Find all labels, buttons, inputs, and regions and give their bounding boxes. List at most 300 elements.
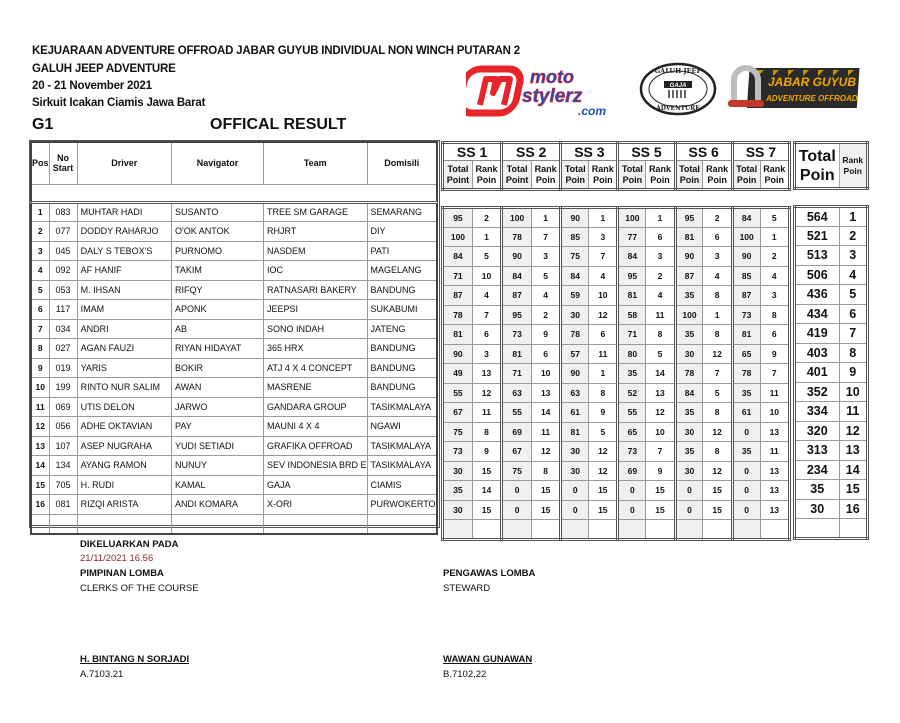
stage-point-cell: 49	[443, 364, 473, 384]
stage-rank-cell: 8	[703, 286, 732, 306]
stage-point-cell: 61	[732, 403, 760, 423]
team-cell: JEEPSI	[264, 300, 368, 320]
total-poin-cell: 352	[795, 382, 840, 402]
stage-score-row	[443, 461, 790, 481]
stage-rank-cell: 12	[703, 461, 732, 481]
stage-point-cell: 100	[502, 208, 532, 228]
total-row	[795, 460, 868, 480]
team-cell: SONO INDAH	[264, 319, 368, 339]
stage-point-cell: 0	[732, 500, 760, 520]
total-poin-cell: 436	[795, 285, 840, 305]
stage-rank-cell: 14	[646, 364, 675, 384]
stage-rank-cell: 6	[532, 344, 561, 364]
blank-row	[31, 514, 437, 534]
stage-point-cell: 81	[675, 227, 703, 247]
stage-point-cell: 69	[618, 461, 646, 481]
stage-point-cell: 85	[732, 266, 760, 286]
driver-cell: DALY S TEBOX'S	[77, 241, 171, 261]
stage-point-cell: 84	[443, 247, 473, 267]
pos-cell: 8	[31, 339, 49, 359]
chief-title: PIMPINAN LOMBA	[80, 568, 164, 579]
stage-rank-cell: 13	[472, 364, 501, 384]
domisili-cell: PATI	[367, 241, 437, 261]
total-poin-cell	[795, 519, 840, 539]
stage-point-cell: 84	[618, 247, 646, 267]
steward-license: B.7102,22	[443, 669, 487, 680]
stage-rank-cell: 8	[589, 383, 618, 403]
stage-rank-cell: 1	[472, 227, 501, 247]
driver-cell: AGAN FAUZI	[77, 339, 171, 359]
total-row	[795, 402, 868, 422]
chief-license: A.7103.21	[80, 669, 124, 680]
svg-text:.com: .com	[578, 104, 607, 118]
stage-point-cell: 78	[732, 364, 760, 384]
svg-text:moto: moto	[530, 67, 574, 87]
stage-rank-cell: 9	[532, 325, 561, 345]
rank-poin-cell: 15	[839, 480, 867, 500]
pos-cell: 14	[31, 456, 49, 476]
stage-score-row	[443, 227, 790, 247]
stage-point-cell: 67	[502, 442, 532, 462]
stage-rank-cell: 5	[472, 247, 501, 267]
entrant-row	[31, 241, 437, 261]
stage-point-cell: 78	[675, 364, 703, 384]
stage-rank-cell: 12	[589, 442, 618, 462]
stage-point-cell: 81	[443, 325, 473, 345]
stage-point-cell: 100	[675, 305, 703, 325]
col-navigator: Navigator	[172, 142, 264, 184]
stage-total-point-header: Total Point	[502, 161, 532, 190]
total-poin-cell: 30	[795, 499, 840, 519]
stage-rank-cell: 11	[472, 403, 501, 423]
stage-rank-cell: 15	[472, 500, 501, 520]
col-driver: Driver	[77, 142, 171, 184]
stage-point-cell	[618, 520, 646, 540]
stage-rank-cell: 10	[589, 286, 618, 306]
stage-point-cell: 55	[443, 383, 473, 403]
navigator-cell: KAMAL	[172, 475, 264, 495]
start-number-cell	[49, 514, 77, 534]
stage-point-cell: 58	[618, 305, 646, 325]
stage-rank-cell: 4	[532, 286, 561, 306]
domisili-cell	[367, 514, 437, 534]
stage-point-cell: 71	[443, 266, 473, 286]
stage-rank-cell: 1	[646, 208, 675, 228]
rank-poin-cell: 1	[839, 207, 867, 227]
stage-rank-cell: 15	[646, 481, 675, 501]
team-cell: GANDARA GROUP	[264, 397, 368, 417]
stage-rank-header: Rank Poin	[589, 161, 618, 190]
rank-poin-cell: 3	[839, 246, 867, 266]
entrant-row	[31, 358, 437, 378]
stage-rank-cell: 3	[760, 286, 789, 306]
stage-rank-cell: 15	[703, 500, 732, 520]
team-cell: TREE SM GARAGE	[264, 202, 368, 222]
total-row	[795, 265, 868, 285]
issued-date: 21/11/2021 16.56	[80, 553, 154, 564]
col-team: Team	[264, 142, 368, 184]
start-number-cell: 081	[49, 495, 77, 515]
stage-point-cell: 77	[618, 227, 646, 247]
team-cell: NASDEM	[264, 241, 368, 261]
stage-score-row	[443, 442, 790, 462]
stage-rank-cell: 11	[760, 383, 789, 403]
stage-rank-cell: 15	[589, 500, 618, 520]
total-poin-cell: 506	[795, 265, 840, 285]
pos-cell: 15	[31, 475, 49, 495]
stage-rank-cell: 10	[646, 422, 675, 442]
stage-point-cell: 0	[732, 481, 760, 501]
stage-point-cell: 75	[443, 422, 473, 442]
total-row	[795, 285, 868, 305]
stage-rank-cell: 8	[532, 461, 561, 481]
navigator-cell: BOKIR	[172, 358, 264, 378]
stage-point-cell: 0	[502, 481, 532, 501]
entrant-row	[31, 397, 437, 417]
stage-point-cell: 87	[502, 286, 532, 306]
issued-label: DIKELUARKAN PADA	[80, 539, 179, 550]
entrant-row	[31, 378, 437, 398]
col-total-poin: Total Poin	[795, 143, 840, 189]
stage-total-point-header: Total Poin	[675, 161, 703, 190]
stage-rank-cell: 12	[703, 344, 732, 364]
stage-score-row	[443, 364, 790, 384]
chief-role: CLERKS OF THE COURSE	[80, 583, 199, 594]
stage-rank-cell: 15	[589, 481, 618, 501]
stage-rank-cell: 7	[589, 247, 618, 267]
stage-rank-cell: 2	[760, 247, 789, 267]
stage-point-cell: 65	[732, 344, 760, 364]
navigator-cell: PAY	[172, 417, 264, 437]
stage-rank-cell: 13	[760, 500, 789, 520]
stage-rank-cell: 6	[760, 325, 789, 345]
jabar-guyub-logo	[728, 62, 863, 117]
totals-table	[793, 141, 869, 540]
group-label: G1	[32, 116, 54, 133]
pos-cell: 7	[31, 319, 49, 339]
pos-cell: 16	[31, 495, 49, 515]
stage-rank-cell: 13	[532, 383, 561, 403]
start-number-cell: 045	[49, 241, 77, 261]
navigator-cell: RIFQY	[172, 280, 264, 300]
stage-rank-cell: 10	[472, 266, 501, 286]
stage-point-cell: 81	[502, 344, 532, 364]
start-number-cell: 134	[49, 456, 77, 476]
stage-point-cell: 95	[618, 266, 646, 286]
team-cell: 365 HRX	[264, 339, 368, 359]
domisili-cell: BANDUNG	[367, 358, 437, 378]
stage-rank-cell: 10	[532, 364, 561, 384]
navigator-cell	[172, 514, 264, 534]
total-poin-cell: 434	[795, 304, 840, 324]
stage-score-row	[443, 208, 790, 228]
team-cell: SEV INDONESIA BRD E	[264, 456, 368, 476]
start-number-cell: 053	[49, 280, 77, 300]
stage-score-row	[443, 247, 790, 267]
total-row	[795, 207, 868, 227]
stage-point-cell: 0	[618, 500, 646, 520]
svg-text:ADVENTURE OFFROAD: ADVENTURE OFFROAD	[766, 94, 858, 103]
stage-score-row	[443, 286, 790, 306]
stage-point-cell: 84	[561, 266, 589, 286]
stage-rank-cell: 15	[532, 500, 561, 520]
stage-point-cell: 65	[618, 422, 646, 442]
total-poin-cell: 401	[795, 363, 840, 383]
entrant-row	[31, 456, 437, 476]
pos-cell: 13	[31, 436, 49, 456]
stage-rank-cell: 6	[589, 325, 618, 345]
stage-score-row	[443, 305, 790, 325]
start-number-cell: 199	[49, 378, 77, 398]
stage-rank-cell: 11	[646, 305, 675, 325]
stage-point-cell: 84	[732, 208, 760, 228]
stage-point-cell: 0	[502, 500, 532, 520]
total-row	[795, 343, 868, 363]
blank-row	[443, 520, 790, 540]
entrant-row	[31, 339, 437, 359]
rank-poin-cell: 5	[839, 285, 867, 305]
stage-point-cell: 30	[561, 442, 589, 462]
stage-rank-cell: 9	[760, 344, 789, 364]
result-title: OFFICAL RESULT	[210, 116, 347, 133]
total-row	[795, 324, 868, 344]
stage-rank-cell: 13	[760, 481, 789, 501]
stage-point-cell: 63	[502, 383, 532, 403]
col-pos: Pos	[31, 142, 49, 184]
stage-header: SS 7	[732, 143, 789, 161]
stage-point-cell: 35	[675, 442, 703, 462]
stage-point-cell	[675, 520, 703, 540]
stage-point-cell: 73	[502, 325, 532, 345]
stage-total-point-header: Total Poin	[618, 161, 646, 190]
stage-point-cell: 71	[618, 325, 646, 345]
start-number-cell: 117	[49, 300, 77, 320]
navigator-cell: PURNOMO	[172, 241, 264, 261]
stage-rank-cell: 4	[589, 266, 618, 286]
domisili-cell: SUKABUMI	[367, 300, 437, 320]
stage-point-cell: 52	[618, 383, 646, 403]
rank-poin-cell	[839, 519, 867, 539]
start-number-cell: 705	[49, 475, 77, 495]
stage-point-cell: 61	[561, 403, 589, 423]
stage-rank-cell: 8	[703, 403, 732, 423]
team-cell: IOC	[264, 261, 368, 281]
entrant-row	[31, 280, 437, 300]
stage-total-point-header: Total Point	[443, 161, 473, 190]
team-cell: GAJA	[264, 475, 368, 495]
svg-text:GALUH JEEP: GALUH JEEP	[654, 67, 702, 75]
stage-rank-cell: 13	[760, 461, 789, 481]
stage-point-cell: 73	[732, 305, 760, 325]
stage-point-cell	[561, 520, 589, 540]
stage-point-cell: 87	[675, 266, 703, 286]
stage-point-cell: 81	[732, 325, 760, 345]
driver-cell: MUHTAR HADI	[77, 202, 171, 222]
total-poin-cell: 334	[795, 402, 840, 422]
domisili-cell: BANDUNG	[367, 280, 437, 300]
start-number-cell: 019	[49, 358, 77, 378]
stage-point-cell: 100	[732, 227, 760, 247]
stage-rank-cell: 9	[472, 442, 501, 462]
stage-rank-cell: 1	[589, 208, 618, 228]
stage-point-cell: 90	[443, 344, 473, 364]
total-poin-cell: 35	[795, 480, 840, 500]
driver-cell: DODDY RAHARJO	[77, 222, 171, 242]
navigator-cell: ANDI KOMARA	[172, 495, 264, 515]
stage-rank-cell: 15	[646, 500, 675, 520]
navigator-cell: O'OK ANTOK	[172, 222, 264, 242]
stage-point-cell: 0	[561, 481, 589, 501]
stage-rank-cell: 5	[703, 383, 732, 403]
stage-point-cell: 30	[561, 461, 589, 481]
stage-point-cell: 78	[502, 227, 532, 247]
stage-rank-cell: 15	[532, 481, 561, 501]
stage-rank-cell: 14	[532, 403, 561, 423]
stage-rank-cell: 8	[472, 422, 501, 442]
domisili-cell: TASIKMALAYA	[367, 456, 437, 476]
steward-role: STEWARD	[443, 583, 491, 594]
stage-point-cell: 78	[561, 325, 589, 345]
domisili-cell: JATENG	[367, 319, 437, 339]
stage-rank-header: Rank Poin	[703, 161, 732, 190]
entrant-row	[31, 202, 437, 222]
stage-rank-cell: 2	[472, 208, 501, 228]
pos-cell: 3	[31, 241, 49, 261]
stage-point-cell: 90	[732, 247, 760, 267]
stage-rank-cell: 5	[760, 208, 789, 228]
stage-rank-cell: 2	[646, 266, 675, 286]
stage-point-cell: 84	[502, 266, 532, 286]
svg-text:GAJA: GAJA	[669, 83, 687, 89]
driver-cell: ASEP NUGRAHA	[77, 436, 171, 456]
rank-poin-cell: 12	[839, 421, 867, 441]
domisili-cell: TASIKMALAYA	[367, 397, 437, 417]
total-row	[795, 226, 868, 246]
stage-point-cell: 63	[561, 383, 589, 403]
total-poin-cell: 234	[795, 460, 840, 480]
team-cell: MAUNI 4 X 4	[264, 417, 368, 437]
domisili-cell: BANDUNG	[367, 378, 437, 398]
navigator-cell: APONK	[172, 300, 264, 320]
driver-cell: UTIS DELON	[77, 397, 171, 417]
shackle-icon	[728, 68, 764, 107]
spacer-row	[31, 184, 437, 202]
stage-header: SS 5	[618, 143, 675, 161]
pos-cell: 9	[31, 358, 49, 378]
stage-rank-header: Rank Poin	[532, 161, 561, 190]
domisili-cell: BANDUNG	[367, 339, 437, 359]
team-cell: MASRENE	[264, 378, 368, 398]
stage-rank-cell: 9	[589, 403, 618, 423]
pos-cell: 12	[31, 417, 49, 437]
stage-rank-cell: 7	[532, 227, 561, 247]
stage-rank-cell: 1	[760, 227, 789, 247]
motostylerz-m-icon	[466, 69, 523, 113]
total-row	[795, 421, 868, 441]
stage-point-cell: 95	[443, 208, 473, 228]
stage-rank-cell: 4	[472, 286, 501, 306]
stage-point-cell: 85	[561, 227, 589, 247]
stage-point-cell: 57	[561, 344, 589, 364]
stage-rank-cell	[646, 520, 675, 540]
domisili-cell: SEMARANG	[367, 202, 437, 222]
stage-score-row	[443, 344, 790, 364]
start-number-cell: 083	[49, 202, 77, 222]
stage-point-cell: 35	[675, 325, 703, 345]
stage-point-cell: 87	[732, 286, 760, 306]
total-row	[795, 499, 868, 519]
team-cell: ATJ 4 X 4 CONCEPT	[264, 358, 368, 378]
start-number-cell: 069	[49, 397, 77, 417]
stage-point-cell: 35	[675, 403, 703, 423]
total-row	[795, 382, 868, 402]
spacer-row	[443, 190, 790, 208]
pos-cell: 1	[31, 202, 49, 222]
driver-cell: AYANG RAMON	[77, 456, 171, 476]
stage-point-cell: 30	[443, 500, 473, 520]
driver-cell: H. RUDI	[77, 475, 171, 495]
event-date: 20 - 21 November 2021	[32, 80, 152, 92]
total-poin-cell: 403	[795, 343, 840, 363]
stage-rank-cell	[472, 520, 501, 540]
total-poin-cell: 521	[795, 226, 840, 246]
entrant-row	[31, 300, 437, 320]
pos-cell: 6	[31, 300, 49, 320]
navigator-cell: AB	[172, 319, 264, 339]
stage-rank-cell: 9	[646, 461, 675, 481]
start-number-cell: 077	[49, 222, 77, 242]
stage-rank-cell: 7	[646, 442, 675, 462]
domisili-cell: NGAWI	[367, 417, 437, 437]
start-number-cell: 092	[49, 261, 77, 281]
stage-rank-cell	[760, 520, 789, 540]
stage-point-cell: 30	[443, 461, 473, 481]
stage-point-cell: 35	[443, 481, 473, 501]
stage-total-point-header: Total Poin	[732, 161, 760, 190]
stage-score-row	[443, 266, 790, 286]
stage-rank-cell: 10	[760, 403, 789, 423]
stage-score-row	[443, 481, 790, 501]
stage-score-row	[443, 403, 790, 423]
driver-cell: YARIS	[77, 358, 171, 378]
col-no-start: No Start	[49, 142, 77, 184]
stage-rank-cell: 4	[703, 266, 732, 286]
rank-poin-cell: 11	[839, 402, 867, 422]
stage-rank-cell: 4	[760, 266, 789, 286]
stage-point-cell: 30	[675, 422, 703, 442]
navigator-cell: SUSANTO	[172, 202, 264, 222]
stage-rank-cell: 11	[760, 442, 789, 462]
navigator-cell: NUNUY	[172, 456, 264, 476]
stage-rank-cell: 6	[472, 325, 501, 345]
team-cell: RATNASARI BAKERY	[264, 280, 368, 300]
navigator-cell: JARWO	[172, 397, 264, 417]
stage-point-cell: 0	[561, 500, 589, 520]
stage-rank-cell: 3	[532, 247, 561, 267]
stage-rank-cell	[532, 520, 561, 540]
total-row	[795, 441, 868, 461]
stage-point-cell: 0	[618, 481, 646, 501]
stage-point-cell: 73	[443, 442, 473, 462]
spacer-row	[795, 189, 868, 207]
stage-rank-cell: 12	[589, 461, 618, 481]
svg-text:stylerz: stylerz	[522, 86, 583, 107]
stage-rank-cell: 7	[760, 364, 789, 384]
pos-cell: 4	[31, 261, 49, 281]
stage-point-cell: 30	[675, 344, 703, 364]
stage-rank-cell: 5	[589, 422, 618, 442]
total-poin-cell: 320	[795, 421, 840, 441]
